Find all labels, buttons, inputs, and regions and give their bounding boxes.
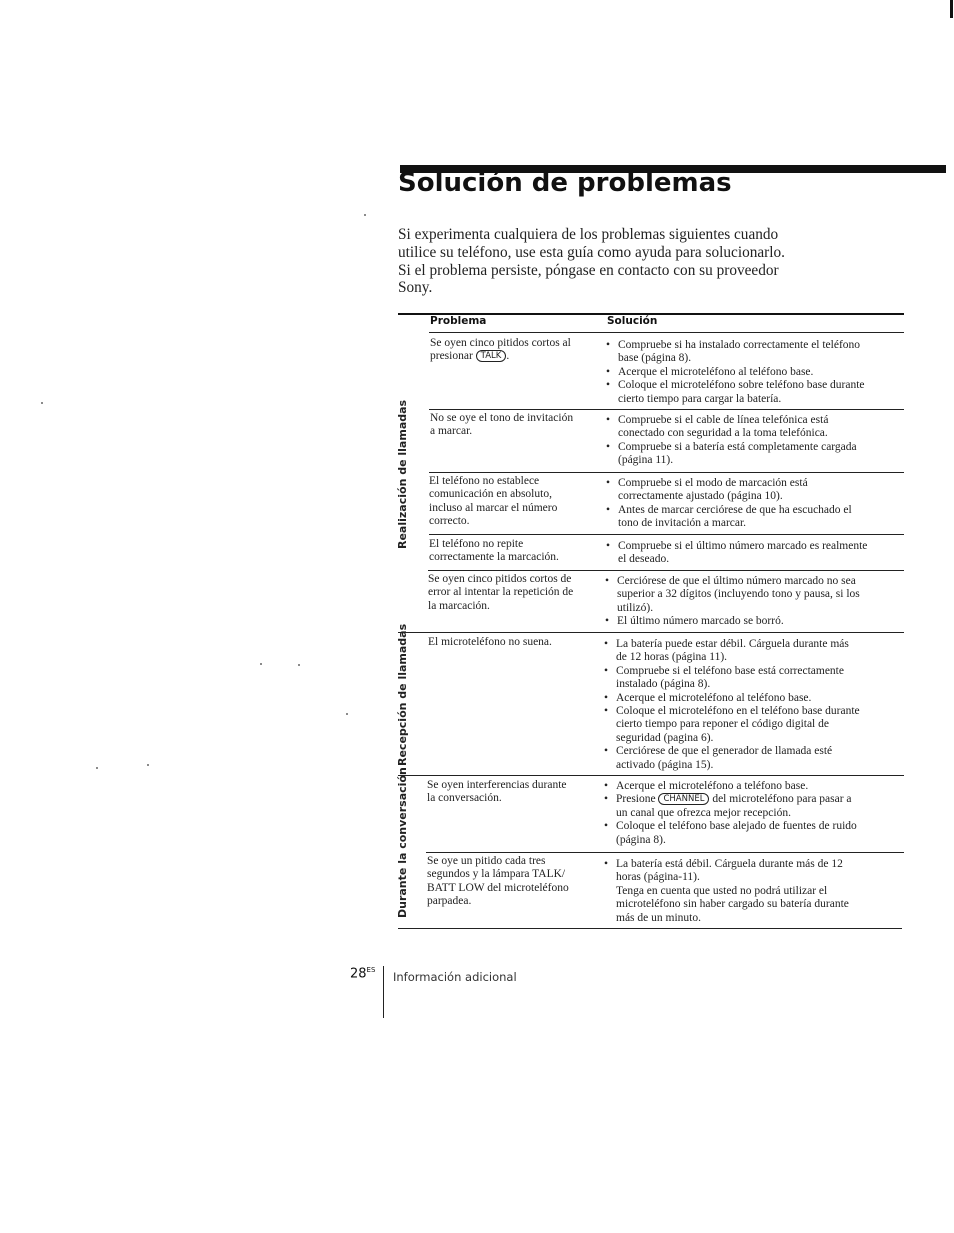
solution-item: • Coloque el microteléfono sobre teléfono base durante cierto tiempo para cargar la batería. [605,379,905,406]
solution-item: • Compruebe si el último número marcado es realmente el deseado. [605,540,905,567]
solution-item: • Acerque el microteléfono a teléfono base. [603,780,903,793]
page-number: $28^{ES}$ [350,966,376,982]
scan-speck [41,402,43,404]
row-divider [428,570,904,571]
solution-item: • Compruebe si el teléfono base está correctamente instalado (página 8). [603,665,903,692]
intro-line: Sony. [398,279,433,297]
column-header-solution: Solución [607,315,658,327]
intro-line: Si el problema persiste, póngase en contacto con su proveedor [398,261,779,279]
solution-cell [605,540,905,567]
scan-speck [147,764,149,766]
solution-cell [603,780,903,847]
column-header-problem: Problema [430,315,487,327]
solution-item: • La batería puede estar débil. Cárguela durante más de 12 horas (página 11). [603,638,903,665]
row-divider [429,472,904,473]
solution-item: • Cerciórese de que el último número marcado no sea superior a 32 dígitos (incluyendo tono y pausa, si los utilizó). [604,575,904,615]
footer-section-title: Información adicional [393,970,517,984]
solution-item: • Compruebe si el cable de línea telefónica está conectado con seguridad a la toma telefónica. [605,414,905,441]
scan-speck [298,664,300,666]
solution-item: • Coloque el microteléfono en el teléfono base durante cierto tiempo para reponer el código digital de seguridad (pagina 6). [603,705,903,745]
section-divider [398,775,904,776]
solution-cell [605,339,905,406]
solution-item: • El último número marcado se borró. [604,615,904,628]
talk-key-label: TALK [476,350,507,362]
corner-mark [950,0,953,18]
solution-item: • Coloque el teléfono base alejado de fuentes de ruido (página 8). [603,820,903,847]
solution-item: • La batería está débil. Cárguela durante más de 12 horas (página-11). Tenga en cuenta que usted no podrá utilizar el microteléfono sin haber cargado su batería durante más de un minuto. [603,858,903,925]
solution-item: • Acerque el microteléfono al teléfono base. [605,366,905,379]
page-title: Solución de problemas [398,168,732,198]
section-label-realizacion: Realización de llamadas [396,399,409,549]
solution-item: • Antes de marcar cerciórese de que ha escuchado el tono de invitación a marcar. [605,504,905,531]
section-divider [398,632,904,633]
scan-speck [96,767,98,769]
intro-paragraph [398,226,868,297]
scan-speck [364,214,366,216]
channel-key-label: CHANNEL [658,793,709,805]
table-bottom-rule [398,928,902,929]
intro-line: Si experimenta cualquiera de los problemas siguientes cuando [398,226,779,243]
scan-speck [260,663,262,665]
solution-item: • Cerciórese de que el generador de llamada esté activado (página 15). [603,745,903,772]
solution-cell [604,575,904,629]
solution-item: • Compruebe si el modo de marcación está correctamente ajustado (página 10). [605,477,905,504]
problem-cell: Se oyen cinco pitidos cortos de error al intentar la repetición de la marcación. [428,573,574,612]
solution-cell [603,858,903,925]
row-divider [429,409,904,410]
solution-item: • Compruebe si ha instalado correctamente el teléfono base (página 8). [605,339,905,366]
solution-cell [603,638,903,772]
problem-cell: Se oyen cinco pitidos cortos al presionar TALK . [430,337,571,363]
problem-cell: No se oye el tono de invitación a marcar. [430,412,574,438]
solution-item: • Compruebe si a batería está completamente cargada (página 11). [605,441,905,468]
problem-cell: El teléfono no repite correctamente la marcación. [429,538,559,564]
footer-divider [383,966,384,1018]
solution-item: • Presione CHANNEL del microteléfono para pasar a un canal que ofrezca mejor recepción. [603,793,903,820]
solution-cell [605,414,905,468]
intro-line: utilice su teléfono, use esta guía como ayuda para solucionarlo. [398,243,785,261]
scan-speck [346,713,348,715]
row-divider [426,852,904,853]
section-label-durante: Durante la conversación [396,767,409,918]
section-label-recepcion: Recepción de llamadas [396,623,409,766]
solution-cell [605,477,905,531]
problem-cell: El microteléfono no suena. [428,636,552,648]
problem-cell: El teléfono no establece comunicación en absoluto, incluso al marcar el número correcto. [429,475,558,528]
problem-cell: Se oye un pitido cada tres segundos y la lámpara TALK/ BATT LOW del microteléfono parpadea. [427,855,569,908]
table-header-rule [429,332,904,333]
solution-item: • Acerque el microteléfono al teléfono base. [603,692,903,705]
row-divider [429,534,904,535]
problem-cell: Se oyen interferencias durante la conversación. [427,779,567,805]
